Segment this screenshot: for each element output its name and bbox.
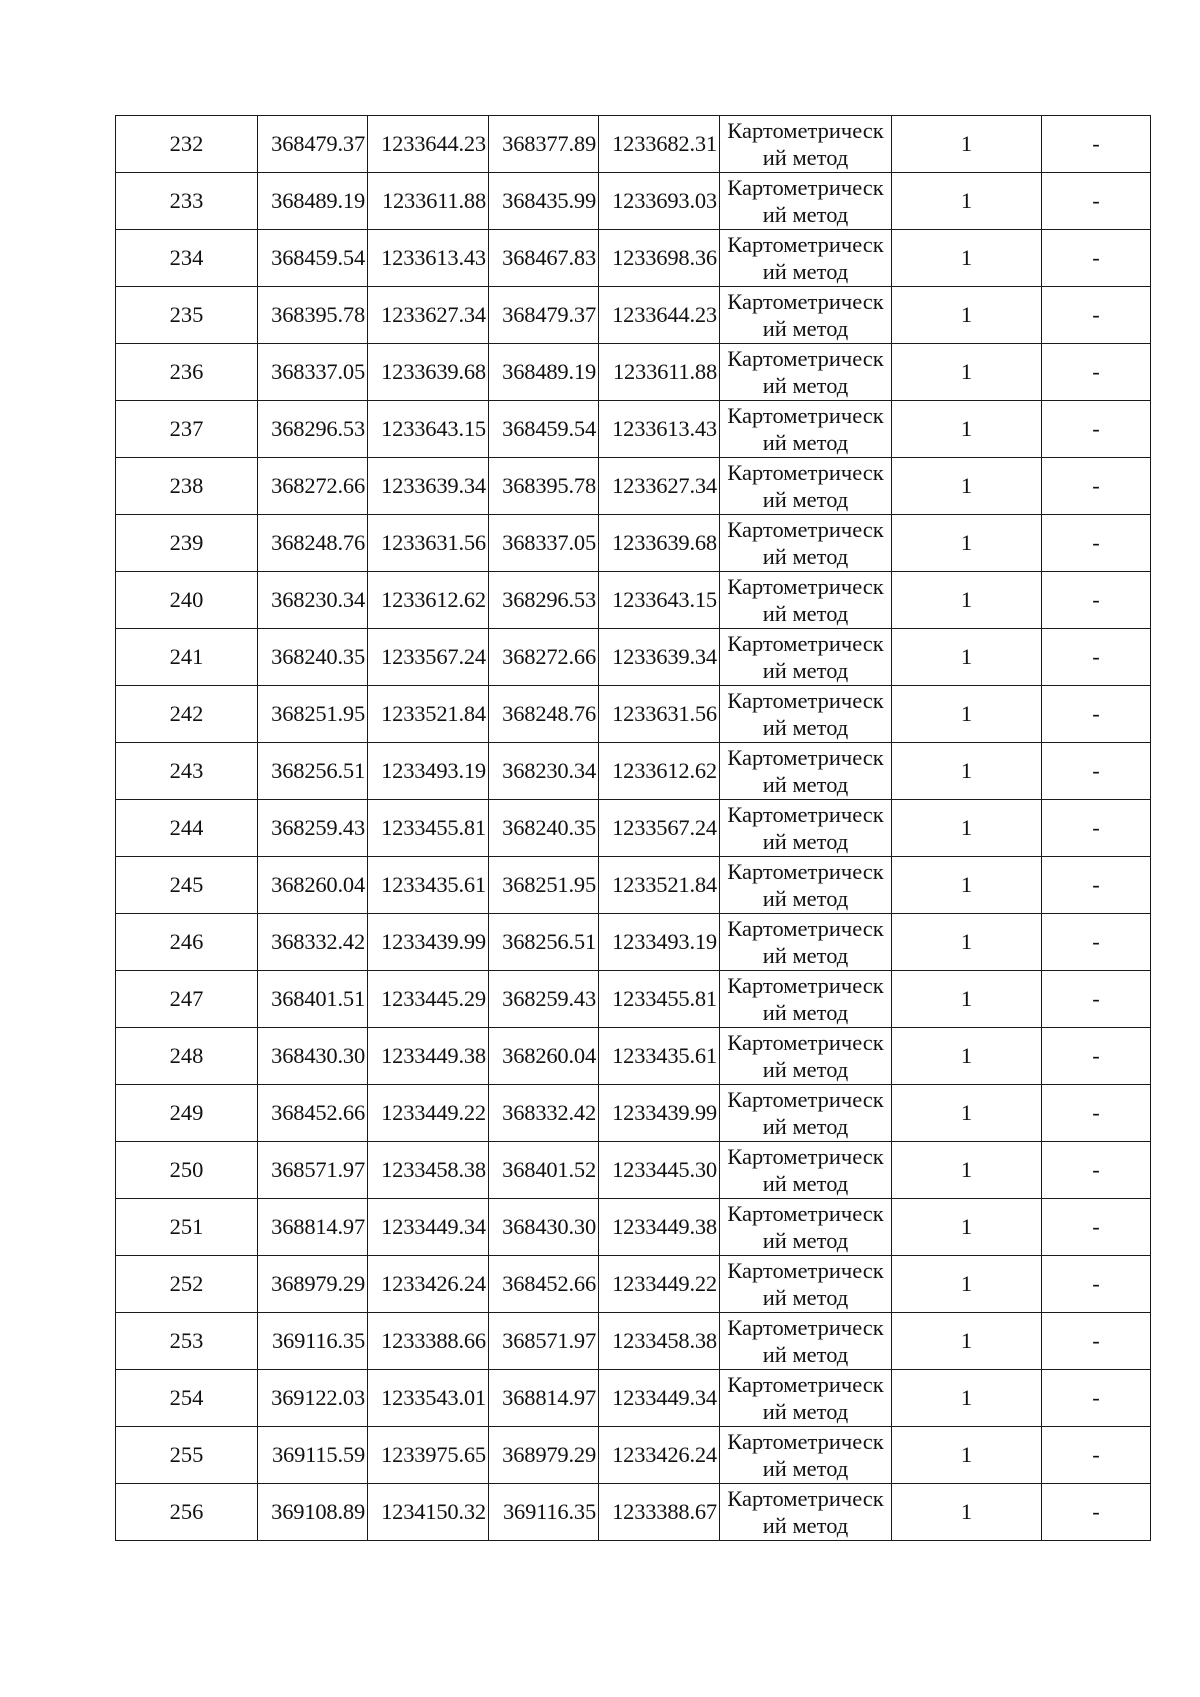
method-line-2: ий метод xyxy=(762,259,849,284)
y-coordinate-cell: 1233458.38 xyxy=(368,1142,489,1199)
point-number-cell: 253 xyxy=(116,1313,258,1370)
point-number-cell: 243 xyxy=(116,743,258,800)
y-coordinate-cell: 1234150.32 xyxy=(368,1484,489,1541)
point-number-cell: 249 xyxy=(116,1085,258,1142)
x-coordinate-cell: 368452.66 xyxy=(258,1085,368,1142)
accuracy-cell: 1 xyxy=(892,344,1042,401)
y-coordinate-cell: 1233627.34 xyxy=(368,287,489,344)
method-line-1: Картометрическ xyxy=(727,745,884,770)
x-coordinate-cell: 368230.34 xyxy=(258,572,368,629)
method-line-1: Картометрическ xyxy=(727,460,884,485)
x-coordinate-cell: 368401.51 xyxy=(258,971,368,1028)
method-line-2: ий метод xyxy=(762,1228,849,1253)
method-cell xyxy=(720,116,892,173)
point-number-cell: 244 xyxy=(116,800,258,857)
y-coordinate-cell: 1233449.22 xyxy=(599,1256,720,1313)
accuracy-cell: 1 xyxy=(892,857,1042,914)
table-row xyxy=(116,743,1151,800)
accuracy-cell: 1 xyxy=(892,230,1042,287)
x-coordinate-cell: 368259.43 xyxy=(489,971,599,1028)
method-line-1: Картометрическ xyxy=(727,1030,884,1055)
x-coordinate-cell: 368401.52 xyxy=(489,1142,599,1199)
method-line-2: ий метод xyxy=(762,1000,849,1025)
method-line-1: Картометрическ xyxy=(727,1486,884,1511)
y-coordinate-cell: 1233613.43 xyxy=(368,230,489,287)
accuracy-cell: 1 xyxy=(892,1199,1042,1256)
point-number-cell: 247 xyxy=(116,971,258,1028)
x-coordinate-cell: 368979.29 xyxy=(489,1427,599,1484)
y-coordinate-cell: 1233458.38 xyxy=(599,1313,720,1370)
table-row xyxy=(116,1142,1151,1199)
accuracy-cell: 1 xyxy=(892,1313,1042,1370)
table-row xyxy=(116,344,1151,401)
method-line-2: ий метод xyxy=(762,1171,849,1196)
accuracy-cell: 1 xyxy=(892,458,1042,515)
method-line-2: ий метод xyxy=(762,316,849,341)
accuracy-cell: 1 xyxy=(892,914,1042,971)
accuracy-cell: 1 xyxy=(892,1370,1042,1427)
x-coordinate-cell: 368430.30 xyxy=(489,1199,599,1256)
accuracy-cell: 1 xyxy=(892,971,1042,1028)
method-line-2: ий метод xyxy=(762,430,849,455)
method-line-2: ий метод xyxy=(762,715,849,740)
note-cell: - xyxy=(1042,857,1151,914)
point-number-cell: 256 xyxy=(116,1484,258,1541)
y-coordinate-cell: 1233521.84 xyxy=(368,686,489,743)
method-cell xyxy=(720,629,892,686)
table-row xyxy=(116,458,1151,515)
point-number-cell: 248 xyxy=(116,1028,258,1085)
x-coordinate-cell: 368251.95 xyxy=(258,686,368,743)
method-line-2: ий метод xyxy=(762,1057,849,1082)
note-cell: - xyxy=(1042,800,1151,857)
method-line-1: Картометрическ xyxy=(727,631,884,656)
x-coordinate-cell: 368230.34 xyxy=(489,743,599,800)
y-coordinate-cell: 1233543.01 xyxy=(368,1370,489,1427)
y-coordinate-cell: 1233612.62 xyxy=(599,743,720,800)
x-coordinate-cell: 368251.95 xyxy=(489,857,599,914)
point-number-cell: 255 xyxy=(116,1427,258,1484)
method-line-1: Картометрическ xyxy=(727,859,884,884)
y-coordinate-cell: 1233449.38 xyxy=(599,1199,720,1256)
x-coordinate-cell: 368459.54 xyxy=(258,230,368,287)
y-coordinate-cell: 1233643.15 xyxy=(368,401,489,458)
point-number-cell: 233 xyxy=(116,173,258,230)
x-coordinate-cell: 368260.04 xyxy=(489,1028,599,1085)
y-coordinate-cell: 1233639.34 xyxy=(368,458,489,515)
y-coordinate-cell: 1233439.99 xyxy=(368,914,489,971)
method-line-2: ий метод xyxy=(762,202,849,227)
accuracy-cell: 1 xyxy=(892,1085,1042,1142)
method-line-2: ий метод xyxy=(762,829,849,854)
y-coordinate-cell: 1233627.34 xyxy=(599,458,720,515)
method-line-1: Картометрическ xyxy=(727,1372,884,1397)
x-coordinate-cell: 368296.53 xyxy=(258,401,368,458)
x-coordinate-cell: 368459.54 xyxy=(489,401,599,458)
y-coordinate-cell: 1233426.24 xyxy=(599,1427,720,1484)
x-coordinate-cell: 368489.19 xyxy=(489,344,599,401)
point-number-cell: 232 xyxy=(116,116,258,173)
x-coordinate-cell: 368489.19 xyxy=(258,173,368,230)
y-coordinate-cell: 1233493.19 xyxy=(368,743,489,800)
table-row xyxy=(116,686,1151,743)
x-coordinate-cell: 368259.43 xyxy=(258,800,368,857)
method-line-1: Картометрическ xyxy=(727,1201,884,1226)
method-line-2: ий метод xyxy=(762,544,849,569)
y-coordinate-cell: 1233567.24 xyxy=(368,629,489,686)
method-cell xyxy=(720,173,892,230)
point-number-cell: 237 xyxy=(116,401,258,458)
note-cell: - xyxy=(1042,116,1151,173)
x-coordinate-cell: 368395.78 xyxy=(489,458,599,515)
x-coordinate-cell: 368248.76 xyxy=(489,686,599,743)
x-coordinate-cell: 368814.97 xyxy=(258,1199,368,1256)
method-cell xyxy=(720,743,892,800)
y-coordinate-cell: 1233639.68 xyxy=(599,515,720,572)
method-cell xyxy=(720,1370,892,1427)
method-line-1: Картометрическ xyxy=(727,1258,884,1283)
x-coordinate-cell: 368260.04 xyxy=(258,857,368,914)
method-line-2: ий метод xyxy=(762,1114,849,1139)
accuracy-cell: 1 xyxy=(892,629,1042,686)
method-cell xyxy=(720,1256,892,1313)
y-coordinate-cell: 1233611.88 xyxy=(599,344,720,401)
table-row xyxy=(116,1085,1151,1142)
y-coordinate-cell: 1233493.19 xyxy=(599,914,720,971)
table-row xyxy=(116,971,1151,1028)
method-line-2: ий метод xyxy=(762,373,849,398)
table-row xyxy=(116,800,1151,857)
method-cell xyxy=(720,1484,892,1541)
x-coordinate-cell: 368395.78 xyxy=(258,287,368,344)
y-coordinate-cell: 1233644.23 xyxy=(368,116,489,173)
method-line-1: Картометрическ xyxy=(727,574,884,599)
note-cell: - xyxy=(1042,1427,1151,1484)
x-coordinate-cell: 368430.30 xyxy=(258,1028,368,1085)
method-line-2: ий метод xyxy=(762,943,849,968)
y-coordinate-cell: 1233449.22 xyxy=(368,1085,489,1142)
x-coordinate-cell: 368332.42 xyxy=(489,1085,599,1142)
note-cell: - xyxy=(1042,686,1151,743)
method-line-2: ий метод xyxy=(762,1285,849,1310)
method-line-1: Картометрическ xyxy=(727,1087,884,1112)
point-number-cell: 245 xyxy=(116,857,258,914)
point-number-cell: 235 xyxy=(116,287,258,344)
table-row xyxy=(116,173,1151,230)
note-cell: - xyxy=(1042,1313,1151,1370)
point-number-cell: 241 xyxy=(116,629,258,686)
method-cell xyxy=(720,1313,892,1370)
note-cell: - xyxy=(1042,629,1151,686)
note-cell: - xyxy=(1042,1484,1151,1541)
table-row xyxy=(116,401,1151,458)
accuracy-cell: 1 xyxy=(892,743,1042,800)
x-coordinate-cell: 368479.37 xyxy=(489,287,599,344)
y-coordinate-cell: 1233455.81 xyxy=(599,971,720,1028)
method-line-1: Картометрическ xyxy=(727,346,884,371)
y-coordinate-cell: 1233449.38 xyxy=(368,1028,489,1085)
x-coordinate-cell: 368435.99 xyxy=(489,173,599,230)
method-line-1: Картометрическ xyxy=(727,175,884,200)
note-cell: - xyxy=(1042,173,1151,230)
point-number-cell: 252 xyxy=(116,1256,258,1313)
y-coordinate-cell: 1233631.56 xyxy=(368,515,489,572)
note-cell: - xyxy=(1042,1085,1151,1142)
point-number-cell: 239 xyxy=(116,515,258,572)
method-cell xyxy=(720,1085,892,1142)
table-row xyxy=(116,1370,1151,1427)
method-line-1: Картометрическ xyxy=(727,916,884,941)
accuracy-cell: 1 xyxy=(892,800,1042,857)
y-coordinate-cell: 1233644.23 xyxy=(599,287,720,344)
x-coordinate-cell: 368452.66 xyxy=(489,1256,599,1313)
method-line-2: ий метод xyxy=(762,145,849,170)
accuracy-cell: 1 xyxy=(892,1484,1042,1541)
table-row xyxy=(116,914,1151,971)
x-coordinate-cell: 368571.97 xyxy=(489,1313,599,1370)
accuracy-cell: 1 xyxy=(892,116,1042,173)
table-row xyxy=(116,572,1151,629)
x-coordinate-cell: 368256.51 xyxy=(489,914,599,971)
y-coordinate-cell: 1233449.34 xyxy=(368,1199,489,1256)
method-line-2: ий метод xyxy=(762,1342,849,1367)
x-coordinate-cell: 368337.05 xyxy=(489,515,599,572)
point-number-cell: 238 xyxy=(116,458,258,515)
x-coordinate-cell: 369108.89 xyxy=(258,1484,368,1541)
table-row xyxy=(116,1313,1151,1370)
note-cell: - xyxy=(1042,1142,1151,1199)
x-coordinate-cell: 368248.76 xyxy=(258,515,368,572)
point-number-cell: 251 xyxy=(116,1199,258,1256)
note-cell: - xyxy=(1042,230,1151,287)
x-coordinate-cell: 368377.89 xyxy=(489,116,599,173)
method-cell xyxy=(720,857,892,914)
method-cell xyxy=(720,572,892,629)
method-cell xyxy=(720,1427,892,1484)
y-coordinate-cell: 1233388.66 xyxy=(368,1313,489,1370)
table-row xyxy=(116,230,1151,287)
method-line-2: ий метод xyxy=(762,772,849,797)
y-coordinate-cell: 1233435.61 xyxy=(599,1028,720,1085)
x-coordinate-cell: 369116.35 xyxy=(258,1313,368,1370)
method-line-2: ий метод xyxy=(762,886,849,911)
method-line-1: Картометрическ xyxy=(727,688,884,713)
y-coordinate-cell: 1233975.65 xyxy=(368,1427,489,1484)
y-coordinate-cell: 1233388.67 xyxy=(599,1484,720,1541)
method-cell xyxy=(720,1028,892,1085)
x-coordinate-cell: 368256.51 xyxy=(258,743,368,800)
method-line-1: Картометрическ xyxy=(727,973,884,998)
note-cell: - xyxy=(1042,401,1151,458)
method-cell xyxy=(720,686,892,743)
method-line-1: Картометрическ xyxy=(727,1315,884,1340)
accuracy-cell: 1 xyxy=(892,1028,1042,1085)
y-coordinate-cell: 1233682.31 xyxy=(599,116,720,173)
x-coordinate-cell: 368814.97 xyxy=(489,1370,599,1427)
method-cell xyxy=(720,401,892,458)
method-line-1: Картометрическ xyxy=(727,1429,884,1454)
note-cell: - xyxy=(1042,287,1151,344)
x-coordinate-cell: 368337.05 xyxy=(258,344,368,401)
method-line-1: Картометрическ xyxy=(727,1144,884,1169)
x-coordinate-cell: 368467.83 xyxy=(489,230,599,287)
note-cell: - xyxy=(1042,344,1151,401)
method-cell xyxy=(720,287,892,344)
table-row xyxy=(116,1256,1151,1313)
y-coordinate-cell: 1233449.34 xyxy=(599,1370,720,1427)
method-line-1: Картометрическ xyxy=(727,118,884,143)
y-coordinate-cell: 1233426.24 xyxy=(368,1256,489,1313)
method-line-1: Картометрическ xyxy=(727,802,884,827)
method-cell xyxy=(720,914,892,971)
table-row xyxy=(116,1199,1151,1256)
point-number-cell: 246 xyxy=(116,914,258,971)
note-cell: - xyxy=(1042,572,1151,629)
accuracy-cell: 1 xyxy=(892,1427,1042,1484)
method-cell xyxy=(720,230,892,287)
y-coordinate-cell: 1233521.84 xyxy=(599,857,720,914)
y-coordinate-cell: 1233455.81 xyxy=(368,800,489,857)
method-cell xyxy=(720,344,892,401)
y-coordinate-cell: 1233445.30 xyxy=(599,1142,720,1199)
method-cell xyxy=(720,1142,892,1199)
note-cell: - xyxy=(1042,1199,1151,1256)
x-coordinate-cell: 368296.53 xyxy=(489,572,599,629)
note-cell: - xyxy=(1042,743,1151,800)
note-cell: - xyxy=(1042,515,1151,572)
y-coordinate-cell: 1233435.61 xyxy=(368,857,489,914)
accuracy-cell: 1 xyxy=(892,686,1042,743)
table-row xyxy=(116,1484,1151,1541)
x-coordinate-cell: 369122.03 xyxy=(258,1370,368,1427)
method-line-1: Картометрическ xyxy=(727,289,884,314)
note-cell: - xyxy=(1042,1028,1151,1085)
table-row xyxy=(116,515,1151,572)
y-coordinate-cell: 1233445.29 xyxy=(368,971,489,1028)
note-cell: - xyxy=(1042,1256,1151,1313)
accuracy-cell: 1 xyxy=(892,401,1042,458)
table-body xyxy=(116,116,1151,1541)
y-coordinate-cell: 1233698.36 xyxy=(599,230,720,287)
table-row xyxy=(116,857,1151,914)
y-coordinate-cell: 1233639.34 xyxy=(599,629,720,686)
y-coordinate-cell: 1233631.56 xyxy=(599,686,720,743)
method-line-1: Картометрическ xyxy=(727,232,884,257)
table-row xyxy=(116,1427,1151,1484)
coordinates-table xyxy=(115,115,1151,1541)
x-coordinate-cell: 368979.29 xyxy=(258,1256,368,1313)
y-coordinate-cell: 1233643.15 xyxy=(599,572,720,629)
method-cell xyxy=(720,1199,892,1256)
y-coordinate-cell: 1233613.43 xyxy=(599,401,720,458)
method-line-2: ий метод xyxy=(762,658,849,683)
method-cell xyxy=(720,971,892,1028)
x-coordinate-cell: 368240.35 xyxy=(258,629,368,686)
point-number-cell: 234 xyxy=(116,230,258,287)
x-coordinate-cell: 369116.35 xyxy=(489,1484,599,1541)
method-cell xyxy=(720,515,892,572)
method-line-2: ий метод xyxy=(762,487,849,512)
method-line-2: ий метод xyxy=(762,601,849,626)
y-coordinate-cell: 1233639.68 xyxy=(368,344,489,401)
note-cell: - xyxy=(1042,914,1151,971)
table-row xyxy=(116,116,1151,173)
method-line-1: Картометрическ xyxy=(727,403,884,428)
method-line-2: ий метод xyxy=(762,1456,849,1481)
point-number-cell: 240 xyxy=(116,572,258,629)
note-cell: - xyxy=(1042,971,1151,1028)
accuracy-cell: 1 xyxy=(892,572,1042,629)
y-coordinate-cell: 1233612.62 xyxy=(368,572,489,629)
method-line-2: ий метод xyxy=(762,1399,849,1424)
method-line-2: ий метод xyxy=(762,1513,849,1538)
point-number-cell: 242 xyxy=(116,686,258,743)
y-coordinate-cell: 1233693.03 xyxy=(599,173,720,230)
x-coordinate-cell: 368240.35 xyxy=(489,800,599,857)
y-coordinate-cell: 1233567.24 xyxy=(599,800,720,857)
accuracy-cell: 1 xyxy=(892,287,1042,344)
accuracy-cell: 1 xyxy=(892,1256,1042,1313)
accuracy-cell: 1 xyxy=(892,515,1042,572)
method-cell xyxy=(720,800,892,857)
point-number-cell: 254 xyxy=(116,1370,258,1427)
x-coordinate-cell: 368272.66 xyxy=(258,458,368,515)
method-cell xyxy=(720,458,892,515)
note-cell: - xyxy=(1042,1370,1151,1427)
x-coordinate-cell: 368332.42 xyxy=(258,914,368,971)
x-coordinate-cell: 368571.97 xyxy=(258,1142,368,1199)
point-number-cell: 236 xyxy=(116,344,258,401)
table-row xyxy=(116,1028,1151,1085)
y-coordinate-cell: 1233611.88 xyxy=(368,173,489,230)
x-coordinate-cell: 368479.37 xyxy=(258,116,368,173)
x-coordinate-cell: 369115.59 xyxy=(258,1427,368,1484)
x-coordinate-cell: 368272.66 xyxy=(489,629,599,686)
table-row xyxy=(116,287,1151,344)
note-cell: - xyxy=(1042,458,1151,515)
table-row xyxy=(116,629,1151,686)
accuracy-cell: 1 xyxy=(892,173,1042,230)
y-coordinate-cell: 1233439.99 xyxy=(599,1085,720,1142)
accuracy-cell: 1 xyxy=(892,1142,1042,1199)
point-number-cell: 250 xyxy=(116,1142,258,1199)
method-line-1: Картометрическ xyxy=(727,517,884,542)
